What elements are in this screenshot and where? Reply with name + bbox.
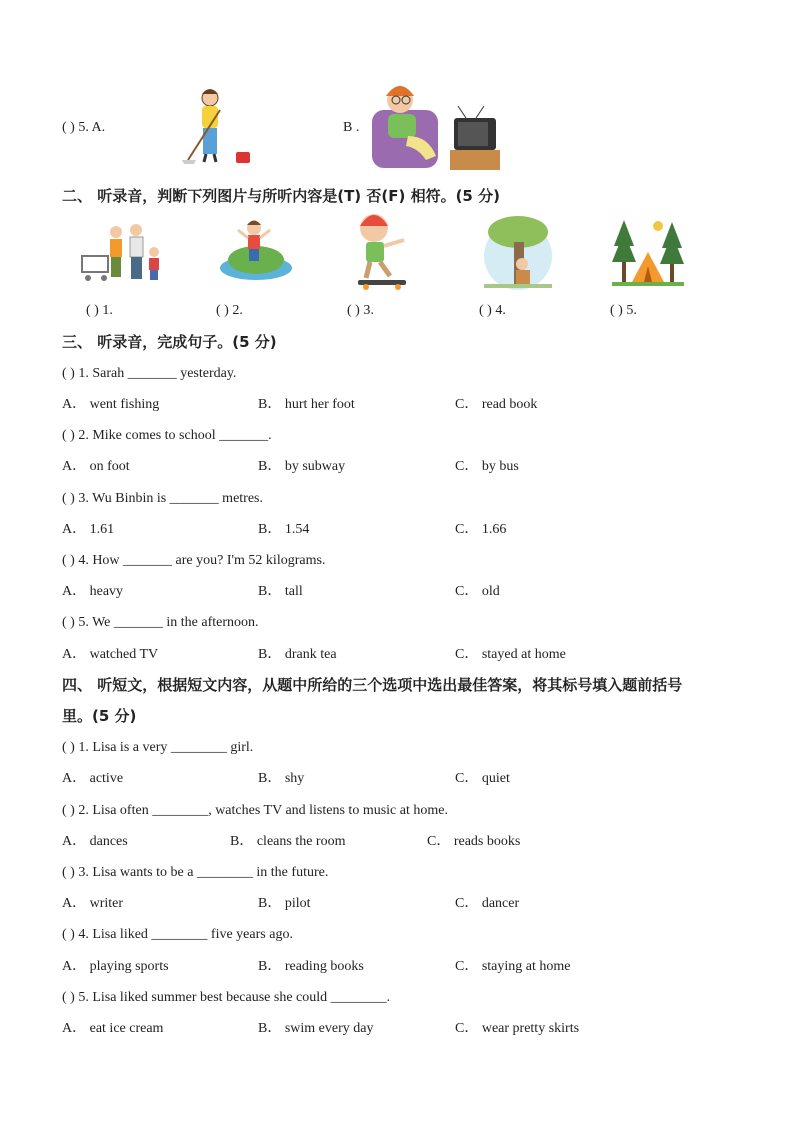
section2-heading: 二、 听录音，判断下列图片与所听内容是(T) 否(F) 相符。(5 分) [62,187,500,205]
s4-q4-option-a: A． playing sports [62,959,169,974]
section2-item-5: ( ) 5. [610,303,637,318]
s4-q1-stem: ( ) 1. Lisa is a very ________ girl. [62,740,254,755]
s3-q1-option-b: B． hurt her foot [258,397,355,412]
s4-q5-option-b: B． swim every day [258,1021,374,1036]
s3-q3-option-a: A． 1.61 [62,522,115,537]
section2-item-2: ( ) 2. [216,303,243,318]
s4-q1-option-c: C． quiet [455,771,510,786]
s3-q1-option-a: A． went fishing [62,397,160,412]
s4-q5-option-c: C． wear pretty skirts [455,1021,580,1036]
s4-q3-option-a: A． writer [62,896,124,911]
section2-item-3: ( ) 3. [347,303,374,318]
s4-q2-option-b: B． cleans the room [230,834,346,849]
s3-q5-option-b: B． drank tea [258,647,337,662]
s4-q1-option-a: A． active [62,771,124,786]
section4-heading-line1: 四、 听短文，根据短文内容，从题中所给的三个选项中选出最佳答案，将其标号填入题前括号 [62,676,683,694]
island-boy-illustration [218,216,294,284]
s4-q1-option-b: B． shy [258,771,305,786]
q5-option-b: B . [343,120,360,135]
s3-q1-stem: ( ) 1. Sarah _______ yesterday. [62,366,237,381]
s3-q5-option-a: A． watched TV [62,647,159,662]
family-shopping-illustration [80,222,164,284]
camping-tent-illustration [610,216,686,288]
s4-q5-stem: ( ) 5. Lisa liked summer best because she could ________. [62,990,391,1005]
s3-q2-option-c: C． by bus [455,459,519,474]
s3-q3-option-c: C． 1.66 [455,522,507,537]
s3-q5-stem: ( ) 5. We _______ in the afternoon. [62,615,259,630]
s3-q2-option-a: A． on foot [62,459,130,474]
s3-q4-stem: ( ) 4. How _______ are you? I'm 52 kilograms. [62,553,326,568]
s4-q4-stem: ( ) 4. Lisa liked ________ five years ago. [62,927,293,942]
q5-stem: ( ) 5. A. [62,120,106,135]
s3-q3-option-b: B． 1.54 [258,522,310,537]
section4-heading-line2: 里。(5 分) [62,707,137,725]
s4-q2-option-a: A． dances [62,834,128,849]
watching-tv-illustration [370,80,500,172]
s4-q3-option-c: C． dancer [455,896,520,911]
s4-q2-option-c: C． reads books [427,834,521,849]
s4-q2-stem: ( ) 2. Lisa often ________, watches TV and listens to music at home. [62,803,448,818]
mopping-woman-illustration [180,86,255,166]
s3-q3-stem: ( ) 3. Wu Binbin is _______ metres. [62,491,263,506]
s3-q4-option-b: B． tall [258,584,303,599]
s3-q2-option-b: B． by subway [258,459,346,474]
s3-q4-option-a: A． heavy [62,584,124,599]
section2-item-1: ( ) 1. [86,303,113,318]
s4-q3-option-b: B． pilot [258,896,311,911]
section3-heading: 三、 听录音，完成句子。(5 分) [62,333,277,351]
s4-q3-stem: ( ) 3. Lisa wants to be a ________ in the future. [62,865,329,880]
s3-q2-stem: ( ) 2. Mike comes to school _______. [62,428,272,443]
s4-q4-option-c: C． staying at home [455,959,571,974]
skateboard-boy-illustration [350,212,416,290]
s3-q1-option-c: C． read book [455,397,538,412]
s4-q5-option-a: A． eat ice cream [62,1021,164,1036]
tree-reading-illustration [478,212,558,290]
s4-q4-option-b: B． reading books [258,959,364,974]
s3-q4-option-c: C． old [455,584,500,599]
section2-item-4: ( ) 4. [479,303,506,318]
s3-q5-option-c: C． stayed at home [455,647,566,662]
